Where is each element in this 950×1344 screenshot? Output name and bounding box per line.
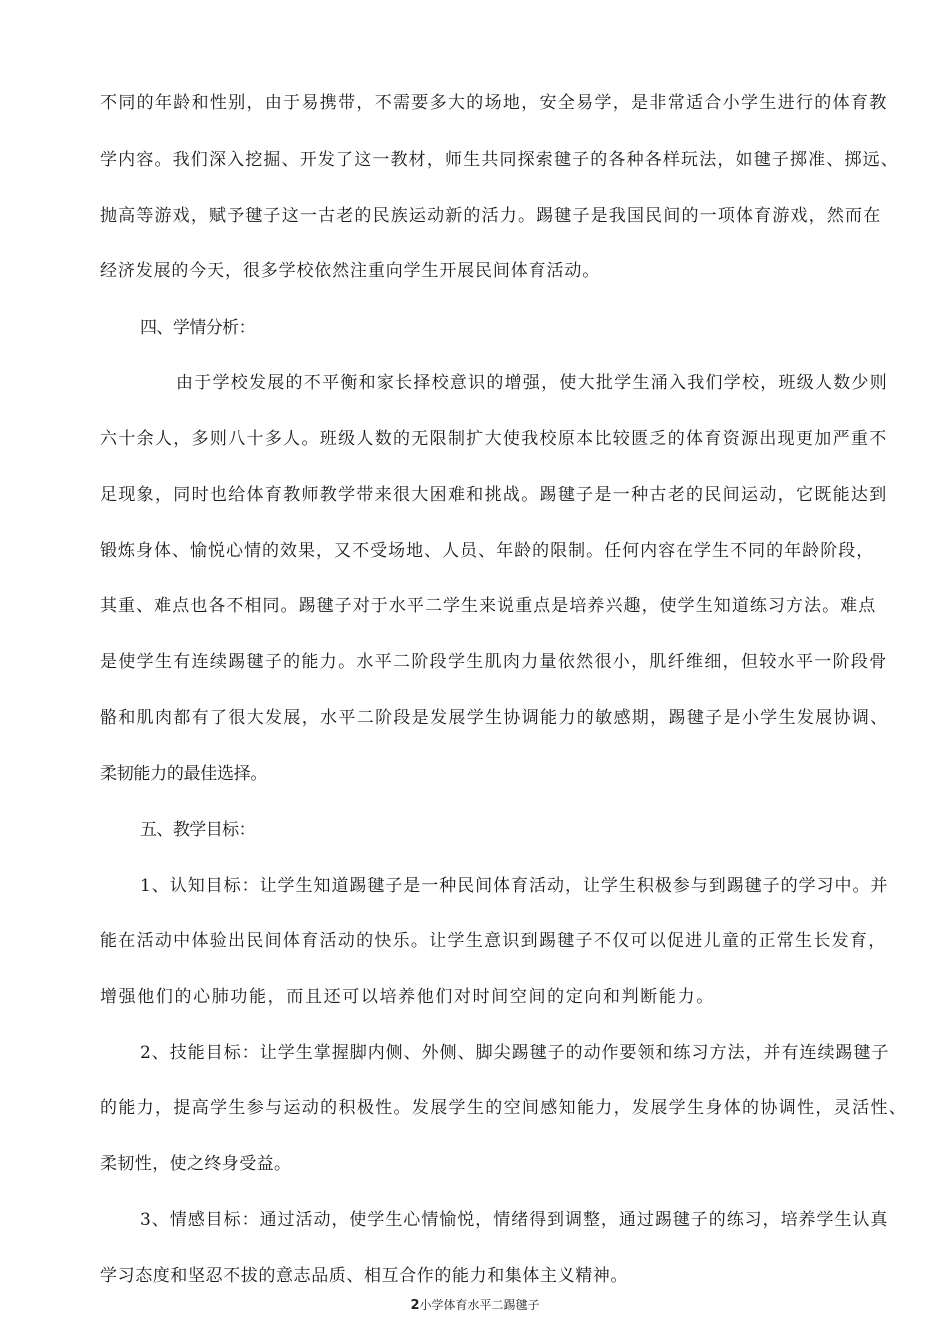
- page-number: 2: [410, 1298, 420, 1313]
- paragraph-line: 3、情感目标：通过活动，使学生心情愉悦，情绪得到调整，通过踢毽子的练习，培养学生认真: [140, 1210, 889, 1230]
- section-heading: 五、教学目标：: [140, 820, 256, 840]
- paragraph-line: 由于学校发展的不平衡和家长择校意识的增强，使大批学生涌入我们学校，班级人数少则: [176, 373, 889, 393]
- paragraph-line: 1、认知目标：让学生知道踢毽子是一种民间体育活动，让学生积极参与到踢毽子的学习中。并: [140, 876, 889, 896]
- paragraph-line: 其重、难点也各不相同。踢毽子对于水平二学生来说重点是培养兴趣，使学生知道练习方法。难点: [100, 596, 877, 616]
- paragraph-line: 骼和肌肉都有了很大发展，水平二阶段是发展学生协调能力的敏感期，踢毽子是小学生发展协调、: [100, 708, 889, 728]
- paragraph-line: 不同的年龄和性别，由于易携带，不需要多大的场地，安全易学，是非常适合小学生进行的体育教: [100, 93, 888, 113]
- paragraph-line: 经济发展的今天，很多学校依然注重向学生开展民间体育活动。: [100, 261, 601, 281]
- section-heading: 四、学情分析：: [140, 318, 256, 338]
- paragraph-line: 学习态度和坚忍不拔的意志品质、相互合作的能力和集体主义精神。: [100, 1266, 628, 1286]
- paragraph-line: 六十余人，多则八十多人。班级人数的无限制扩大使我校原本比较匮乏的体育资源出现更加严重不: [100, 429, 888, 449]
- paragraph-line: 柔韧能力的最佳选择。: [100, 764, 268, 784]
- paragraph-line: 能在活动中体验出民间体育活动的快乐。让学生意识到踢毽子不仅可以促进儿童的正常生长发育，: [100, 931, 887, 951]
- page-footer: [0, 1296, 950, 1313]
- paragraph-line: 增强他们的心肺功能，而且还可以培养他们对时间空间的定向和判断能力。: [100, 987, 715, 1007]
- paragraph-line: 足现象，同时也给体育教师教学带来很大困难和挑战。踢毽子是一种古老的民间运动，它既能达到: [100, 485, 888, 505]
- paragraph-line: 的能力，提高学生参与运动的积极性。发展学生的空间感知能力，发展学生身体的协调性，灵活性、: [100, 1098, 908, 1118]
- paragraph-line: 学内容。我们深入挖掘、开发了这一教材，师生共同探索毽子的各种各样玩法，如毽子掷准、掷远、: [100, 150, 899, 170]
- paragraph-line: 抛高等游戏，赋予毽子这一古老的民族运动新的活力。踢毽子是我国民间的一项体育游戏，然而在: [100, 206, 882, 226]
- footer-title: 小学体育水平二踢毽子: [419, 1298, 540, 1312]
- paragraph-line: 锻炼身体、愉悦心情的效果，又不受场地、人员、年龄的限制。任何内容在学生不同的年龄阶段，: [100, 541, 875, 561]
- paragraph-line: 2、技能目标：让学生掌握脚内侧、外侧、脚尖踢毽子的动作要领和练习方法，并有连续踢毽子: [140, 1043, 890, 1063]
- paragraph-line: 柔韧性，使之终身受益。: [100, 1154, 292, 1174]
- paragraph-line: 是使学生有连续踢毽子的能力。水平二阶段学生肌肉力量依然很小，肌纤维细，但较水平一阶段骨: [100, 652, 888, 672]
